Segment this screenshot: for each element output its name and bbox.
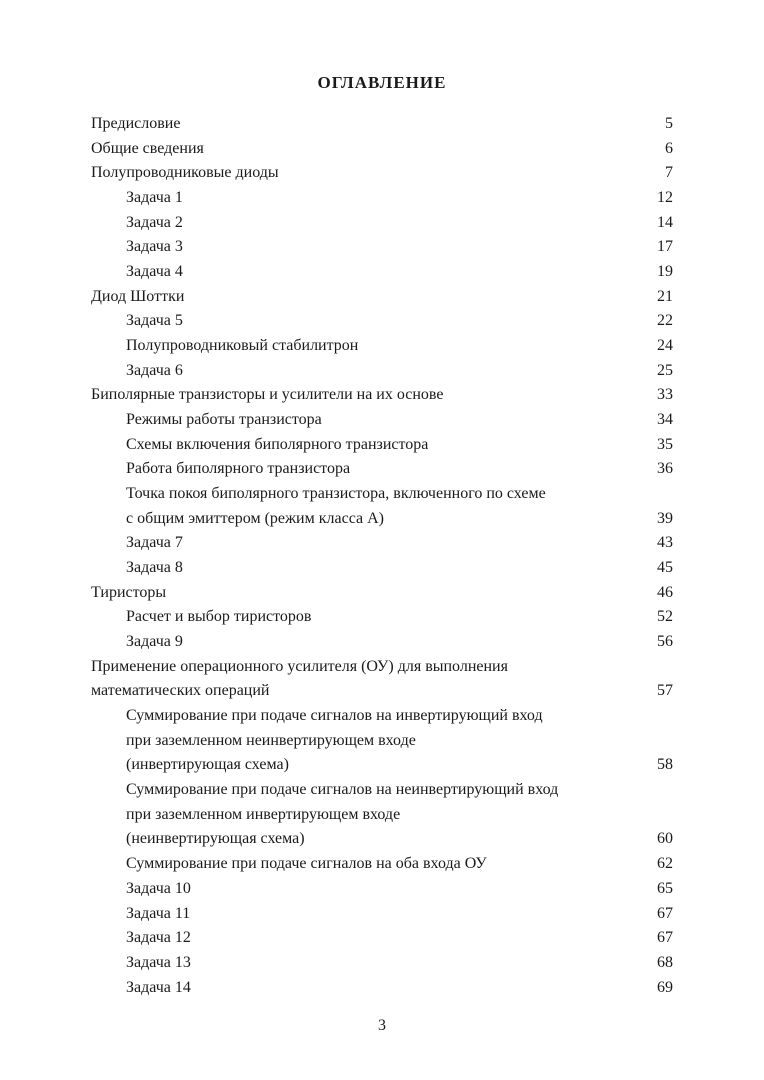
- toc-entry-text: Задача 1: [126, 189, 183, 207]
- toc-entry-text: Задача 5: [126, 312, 183, 330]
- toc-row: [91, 211, 673, 236]
- toc-row: [91, 309, 673, 334]
- toc-entry-page: 57: [657, 682, 673, 700]
- toc-row: [91, 433, 673, 458]
- toc-row: [91, 679, 673, 704]
- toc-entry-text: Схемы включения биполярного транзистора: [126, 435, 429, 453]
- toc-row: [91, 655, 673, 680]
- toc-entry-text: (инвертирующая схема): [126, 756, 289, 774]
- toc-entry-page: 22: [657, 312, 673, 330]
- toc-entry-text: Задача 12: [126, 929, 191, 947]
- toc-entry-page: 58: [657, 756, 673, 774]
- toc-row: [91, 482, 673, 507]
- toc-entry-page: 46: [657, 583, 673, 601]
- toc-row: [91, 778, 673, 803]
- toc-row: [91, 457, 673, 482]
- toc-entry-text: Задача 4: [126, 263, 183, 281]
- toc-entry-page: 5: [665, 115, 673, 132]
- toc-entry-text: (неинвертирующая схема): [126, 830, 305, 848]
- toc-row: [91, 556, 673, 581]
- toc-row: [91, 235, 673, 260]
- toc-entry-text: математических операций: [91, 682, 270, 700]
- toc-entry-text: Суммирование при подаче сигналов на инвертирующий вход: [126, 707, 543, 725]
- toc-row: [91, 186, 673, 211]
- toc-entry-text: Биполярные транзисторы и усилители на их основе: [91, 386, 444, 404]
- toc-entry-text: Работа биполярного транзистора: [126, 460, 351, 478]
- toc-row: [91, 803, 673, 828]
- toc-entry-text: Суммирование при подаче сигналов на неинвертирующий вход: [126, 781, 559, 799]
- toc-row: [91, 359, 673, 384]
- toc-entry-page: 24: [657, 337, 673, 355]
- toc-row: [91, 112, 673, 137]
- toc-entry-page: 56: [657, 633, 673, 651]
- toc-entry-text: Задача 3: [126, 238, 183, 256]
- toc-row: [91, 581, 673, 606]
- toc-row: [91, 951, 673, 976]
- toc-entry-text: Диод Шоттки: [91, 287, 185, 305]
- toc-row: [91, 827, 673, 852]
- toc-row: [91, 729, 673, 754]
- toc-row: [91, 161, 673, 186]
- toc-entry-page: 34: [657, 411, 673, 429]
- toc-entry-text: Режимы работы транзистора: [126, 411, 322, 429]
- toc-entry-text: Точка покоя биполярного транзистора, включенного по схеме: [126, 485, 546, 503]
- toc-entry-text: Полупроводниковый стабилитрон: [126, 337, 359, 355]
- toc-entry-page: 7: [665, 164, 673, 182]
- toc-row: [91, 926, 673, 951]
- toc-row: [91, 902, 673, 927]
- toc-list: [91, 112, 673, 1000]
- toc-entry-page: 17: [657, 238, 673, 256]
- toc-entry-page: 14: [657, 213, 673, 231]
- toc-entry-page: 21: [657, 287, 673, 305]
- toc-row: [91, 408, 673, 433]
- toc-entry-page: 19: [657, 263, 673, 281]
- toc-entry-page: 60: [657, 830, 673, 848]
- toc-row: [91, 507, 673, 532]
- toc-entry-text: Задача 8: [126, 559, 183, 577]
- toc-row: [91, 137, 673, 162]
- toc-entry-page: 35: [657, 435, 673, 453]
- toc-entry-text: Общие сведения: [91, 139, 204, 157]
- toc-entry-text: Применение операционного усилителя (ОУ) для выполнения: [91, 657, 508, 675]
- toc-entry-text: Задача 7: [126, 534, 183, 552]
- toc-entry-page: 6: [665, 139, 673, 157]
- toc-entry-page: 67: [657, 929, 673, 947]
- toc-entry-page: 12: [657, 189, 673, 207]
- toc-entry-page: 36: [657, 460, 673, 478]
- toc-entry-page: 69: [657, 978, 673, 996]
- toc-entry-text: при заземленном инвертирующем входе: [126, 805, 401, 823]
- toc-entry-text: Задача 14: [126, 978, 191, 996]
- toc-row: [91, 383, 673, 408]
- toc-entry-text: Предисловие: [91, 115, 181, 132]
- toc-entry-page: 52: [657, 608, 673, 626]
- toc-entry-text: Полупроводниковые диоды: [91, 164, 279, 182]
- toc-entry-page: 33: [657, 386, 673, 404]
- toc-row: [91, 852, 673, 877]
- toc-entry-text: Тиристоры: [91, 583, 167, 601]
- toc-entry-text: Задача 10: [126, 879, 191, 897]
- toc-row: [91, 753, 673, 778]
- toc-row: [91, 704, 673, 729]
- toc-entry-text: с общим эмиттером (режим класса А): [126, 509, 384, 527]
- toc-entry-text: Задача 13: [126, 953, 191, 971]
- toc-entry-page: 39: [657, 509, 673, 527]
- toc-entry-page: 45: [657, 559, 673, 577]
- toc-entry-text: Задача 9: [126, 633, 183, 651]
- toc-row: [91, 285, 673, 310]
- toc-entry-page: 25: [657, 361, 673, 379]
- page-number: 3: [378, 1017, 386, 1034]
- toc-title: ОГЛАВЛЕНИЕ: [317, 73, 447, 92]
- toc-entry-page: 62: [657, 855, 673, 873]
- toc-row: [91, 260, 673, 285]
- toc-entry-page: 43: [657, 534, 673, 552]
- toc-row: [91, 531, 673, 556]
- toc-entry-text: Расчет и выбор тиристоров: [126, 608, 312, 626]
- toc-entry-page: 65: [657, 879, 673, 897]
- toc-entry-text: Суммирование при подаче сигналов на оба входа ОУ: [126, 855, 487, 873]
- toc-row: [91, 630, 673, 655]
- toc-row: [91, 605, 673, 630]
- toc-row: [91, 976, 673, 1001]
- toc-entry-text: Задача 11: [126, 904, 191, 922]
- toc-row: [91, 877, 673, 902]
- toc-entry-text: Задача 6: [126, 361, 183, 379]
- toc-entry-page: 67: [657, 904, 673, 922]
- toc-entry-page: 68: [657, 953, 673, 971]
- toc-entry-text: при заземленном неинвертирующем входе: [126, 731, 416, 749]
- toc-row: [91, 334, 673, 359]
- toc-entry-text: Задача 2: [126, 213, 183, 231]
